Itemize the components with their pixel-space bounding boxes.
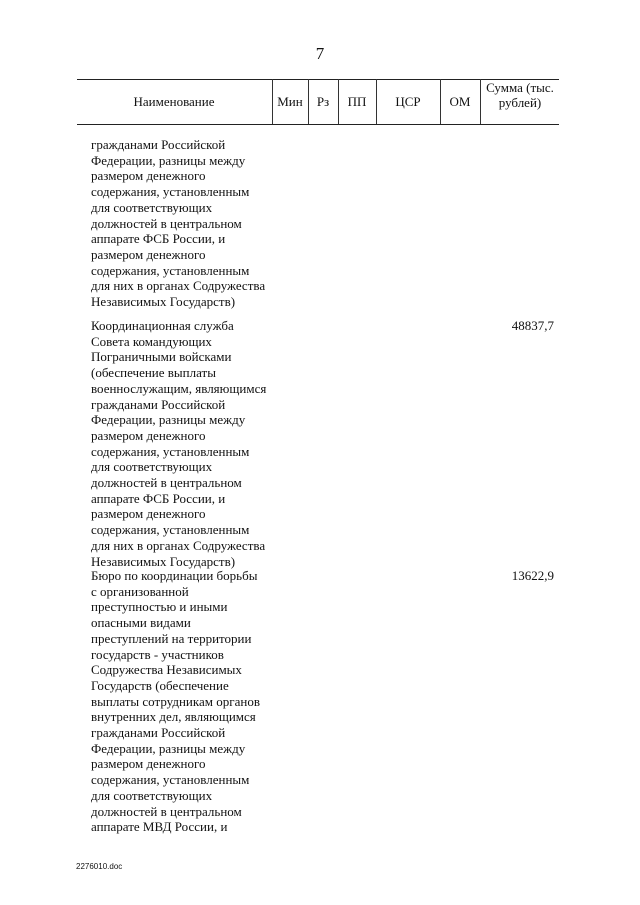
table-header-rule: [77, 124, 559, 125]
header-csr: ЦСР: [395, 94, 421, 109]
page-number: 7: [315, 44, 325, 63]
row-name: Координационная служба Совета командующих Пограничными войсками (обеспечение выплаты военнослужащим, являющимся гражданами Российской Федерации, разницы между размером денежного содержания, установленным для соответствующих должностей в центральном аппарате ФСБ России, и размером денежного содержания, установленным для них в органах Содружества Независимых Государств): [91, 318, 267, 569]
header-sum: Сумма (тыс. рублей): [486, 80, 554, 110]
row-name: Бюро по координации борьбы с организованной преступностью и иными опасными видами преступлений на территории государств - участников Содружества Независимых Государств (обеспечение выплаты сотрудникам органов внутренних дел, являющимся гражданами Российской Федерации, разницы между размером денежного содержания, установленным для соответствующих должностей в центральном аппарате МВД России, и: [91, 568, 260, 835]
row-amount: 48837,7: [511, 318, 554, 333]
row-name: гражданами Российской Федерации, разницы между размером денежного содержания, установленным для соответствующих должностей в центральном аппарате ФСБ России, и размером денежного содержания, установленным для них в органах Содружества Независимых Государств): [91, 137, 266, 310]
document-filename: 2276010.doc: [76, 862, 123, 871]
header-min: Мин: [277, 94, 303, 109]
row-amount: 13622,9: [511, 568, 554, 583]
header-name: Наименование: [133, 94, 215, 109]
header-pp: ПП: [347, 94, 367, 109]
header-om: ОМ: [449, 94, 471, 109]
header-rz: Рз: [316, 94, 330, 109]
